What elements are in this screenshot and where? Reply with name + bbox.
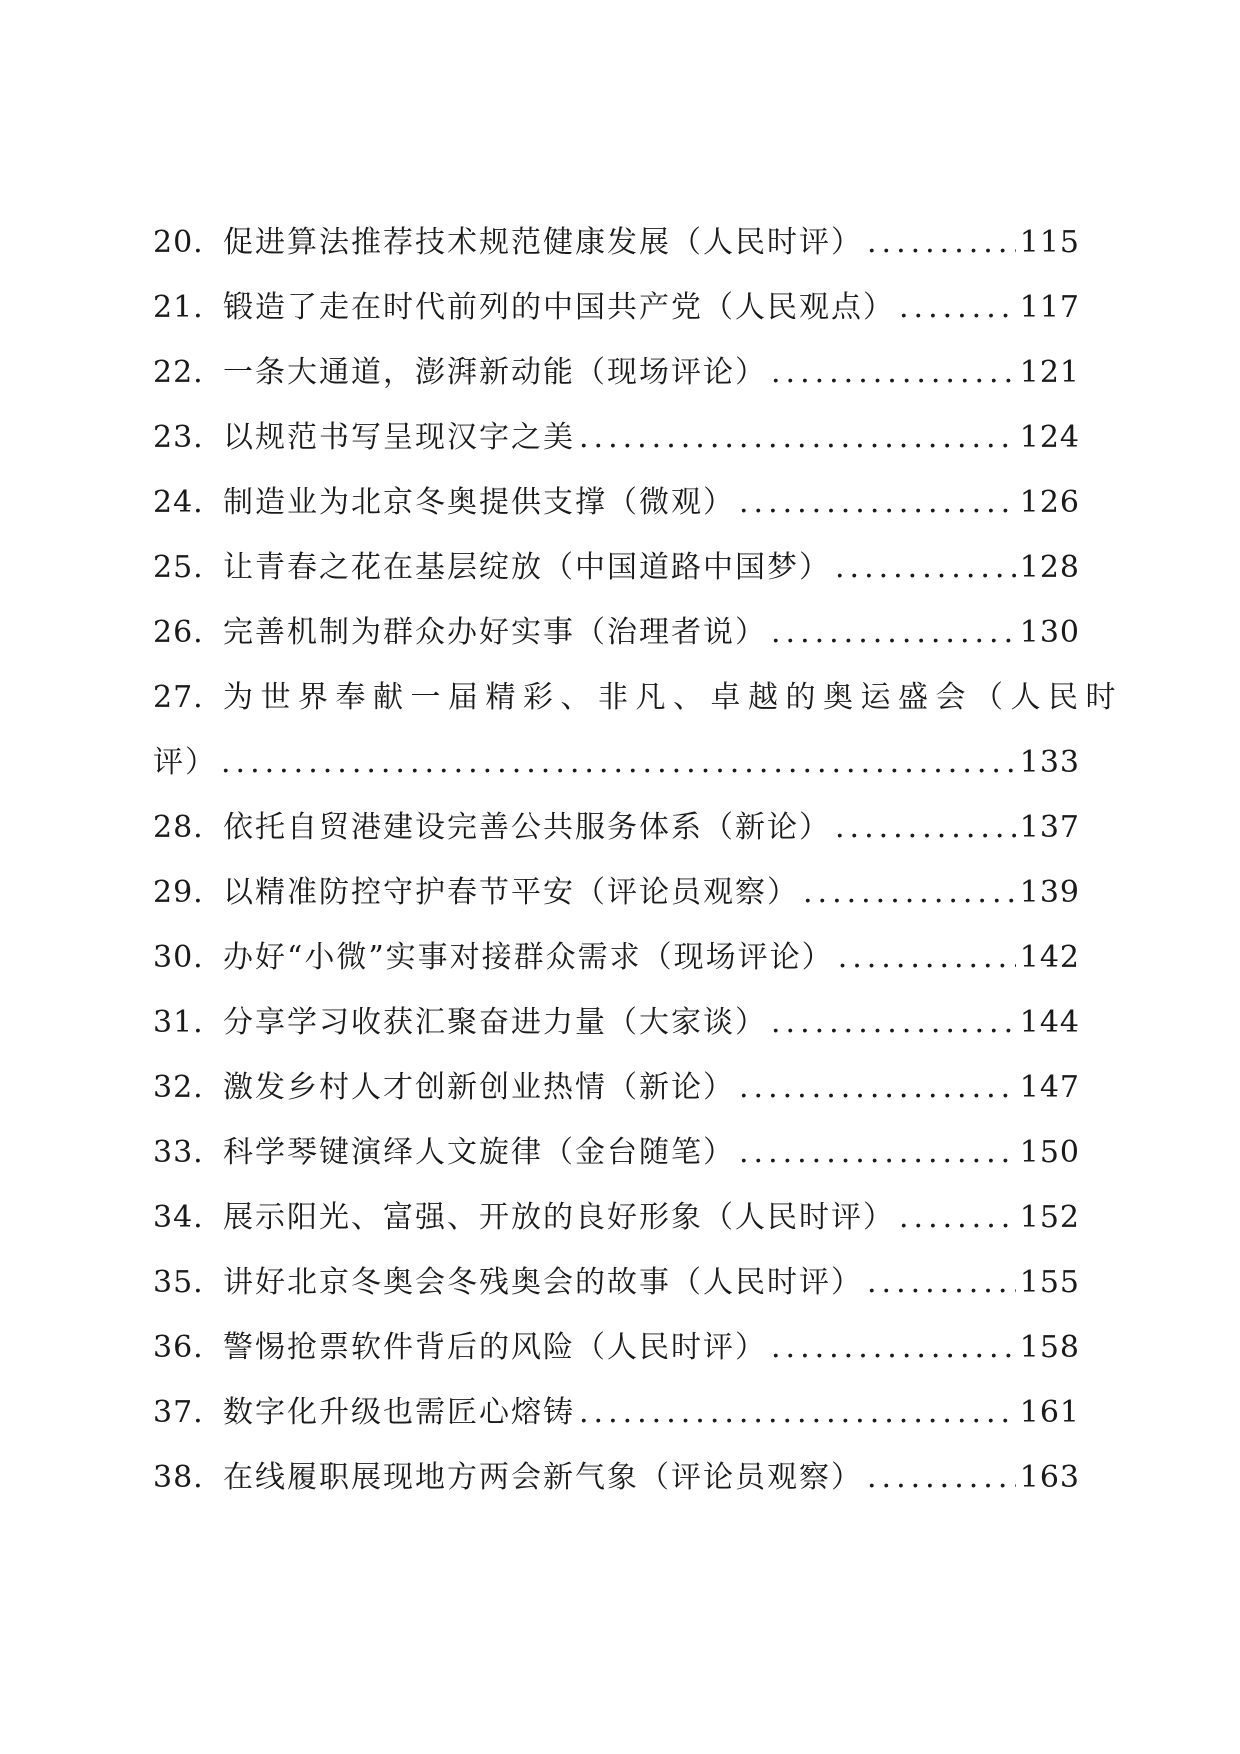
- entry-page-number: 128: [1019, 550, 1080, 585]
- toc-entry-37[interactable]: [153, 1380, 1080, 1445]
- entry-number: 24.: [153, 485, 204, 520]
- entry-page-number: 137: [1019, 810, 1080, 845]
- entry-number: 27.: [153, 680, 204, 715]
- entry-page-number: 161: [1019, 1395, 1080, 1430]
- toc-entry-31[interactable]: [153, 990, 1080, 1055]
- entry-page-number: 158: [1019, 1330, 1080, 1365]
- entry-title: 为世界奉献一届精彩、非凡、卓越的奥运盛会（人民时: [223, 680, 1123, 715]
- entry-title: 促进算法推荐技术规范健康发展（人民时评）: [223, 225, 863, 260]
- entry-number: 32.: [153, 1070, 204, 1105]
- entry-number: 36.: [153, 1330, 204, 1365]
- entry-number: 28.: [153, 810, 204, 845]
- entry-page-number: 130: [1019, 615, 1080, 650]
- toc-entry-30[interactable]: [153, 925, 1080, 990]
- entry-title: 激发乡村人才创新创业热情（新论）: [223, 1070, 735, 1105]
- toc-entry-20[interactable]: [153, 210, 1080, 275]
- entry-title: 一条大通道，澎湃新动能（现场评论）: [223, 355, 767, 390]
- toc-entry-34[interactable]: [153, 1185, 1080, 1250]
- toc-entry-21[interactable]: [153, 275, 1080, 340]
- toc-entry-38[interactable]: [153, 1445, 1080, 1510]
- dot-leader: [835, 535, 1016, 600]
- dot-leader: [579, 1380, 1016, 1445]
- toc-entry-27[interactable]: [153, 665, 1123, 730]
- toc-entry-27-continued[interactable]: [153, 730, 1080, 795]
- entry-page-number: 163: [1019, 1460, 1080, 1495]
- entry-page-number: 133: [1019, 745, 1080, 780]
- entry-number: 31.: [153, 1005, 204, 1040]
- entry-title: 数字化升级也需匠心熔铸: [223, 1395, 575, 1430]
- entry-title: 让青春之花在基层绽放（中国道路中国梦）: [223, 550, 831, 585]
- entry-page-number: 117: [1019, 290, 1080, 325]
- entry-number: 23.: [153, 420, 204, 455]
- entry-title: 展示阳光、富强、开放的良好形象（人民时评）: [223, 1200, 895, 1235]
- toc-entry-36[interactable]: [153, 1315, 1080, 1380]
- entry-title: 分享学习收获汇聚奋进力量（大家谈）: [223, 1005, 767, 1040]
- dot-leader: [771, 1315, 1016, 1380]
- entry-number: 34.: [153, 1200, 204, 1235]
- entry-number: 20.: [153, 225, 204, 260]
- entry-number: 33.: [153, 1135, 204, 1170]
- toc-entry-24[interactable]: [153, 470, 1080, 535]
- dot-leader: [838, 925, 1016, 990]
- entry-page-number: 126: [1019, 485, 1080, 520]
- dot-leader: [867, 1250, 1016, 1315]
- entry-title: 完善机制为群众办好实事（治理者说）: [223, 615, 767, 650]
- entry-page-number: 147: [1019, 1070, 1080, 1105]
- dot-leader: [835, 795, 1016, 860]
- dot-leader: [739, 1120, 1016, 1185]
- entry-title: 制造业为北京冬奥提供支撑（微观）: [223, 485, 735, 520]
- dot-leader: [221, 730, 1016, 795]
- entry-page-number: 144: [1019, 1005, 1080, 1040]
- toc-entry-25[interactable]: [153, 535, 1080, 600]
- entry-title: 依托自贸港建设完善公共服务体系（新论）: [223, 810, 831, 845]
- toc-entry-32[interactable]: [153, 1055, 1080, 1120]
- dot-leader: [771, 600, 1016, 665]
- entry-number: 25.: [153, 550, 204, 585]
- entry-title: 科学琴键演绎人文旋律（金台随笔）: [223, 1135, 735, 1170]
- entry-page-number: 142: [1019, 940, 1080, 975]
- entry-page-number: 115: [1019, 225, 1080, 260]
- entry-number: 29.: [153, 875, 204, 910]
- dot-leader: [771, 340, 1016, 405]
- toc-entry-28[interactable]: [153, 795, 1080, 860]
- entry-number: 35.: [153, 1265, 204, 1300]
- dot-leader: [899, 1185, 1016, 1250]
- entry-page-number: 150: [1019, 1135, 1080, 1170]
- toc-entry-26[interactable]: [153, 600, 1080, 665]
- entry-number: 21.: [153, 290, 204, 325]
- entry-title-continued: 评）: [153, 745, 217, 780]
- entry-number: 37.: [153, 1395, 204, 1430]
- entry-title: 以精准防控守护春节平安（评论员观察）: [223, 875, 799, 910]
- entry-page-number: 121: [1019, 355, 1080, 390]
- toc-entry-23[interactable]: [153, 405, 1080, 470]
- dot-leader: [771, 990, 1016, 1055]
- entry-title: 在线履职展现地方两会新气象（评论员观察）: [223, 1460, 863, 1495]
- table-of-contents: [153, 210, 1123, 1510]
- toc-entry-33[interactable]: [153, 1120, 1080, 1185]
- toc-entry-35[interactable]: [153, 1250, 1080, 1315]
- entry-page-number: 155: [1019, 1265, 1080, 1300]
- toc-entry-29[interactable]: [153, 860, 1080, 925]
- dot-leader: [739, 470, 1016, 535]
- entry-title: 锻造了走在时代前列的中国共产党（人民观点）: [223, 290, 895, 325]
- dot-leader: [803, 860, 1016, 925]
- entry-title: 办好“小微”实事对接群众需求（现场评论）: [223, 940, 834, 975]
- entry-page-number: 124: [1019, 420, 1080, 455]
- entry-page-number: 139: [1019, 875, 1080, 910]
- entry-page-number: 152: [1019, 1200, 1080, 1235]
- dot-leader: [579, 405, 1016, 470]
- entry-number: 30.: [153, 940, 204, 975]
- entry-number: 26.: [153, 615, 204, 650]
- toc-entry-22[interactable]: [153, 340, 1080, 405]
- entry-title: 警惕抢票软件背后的风险（人民时评）: [223, 1330, 767, 1365]
- dot-leader: [867, 210, 1016, 275]
- entry-title: 讲好北京冬奥会冬残奥会的故事（人民时评）: [223, 1265, 863, 1300]
- dot-leader: [739, 1055, 1016, 1120]
- dot-leader: [899, 275, 1016, 340]
- entry-number: 22.: [153, 355, 204, 390]
- entry-number: 38.: [153, 1460, 204, 1495]
- entry-title: 以规范书写呈现汉字之美: [223, 420, 575, 455]
- dot-leader: [867, 1445, 1016, 1510]
